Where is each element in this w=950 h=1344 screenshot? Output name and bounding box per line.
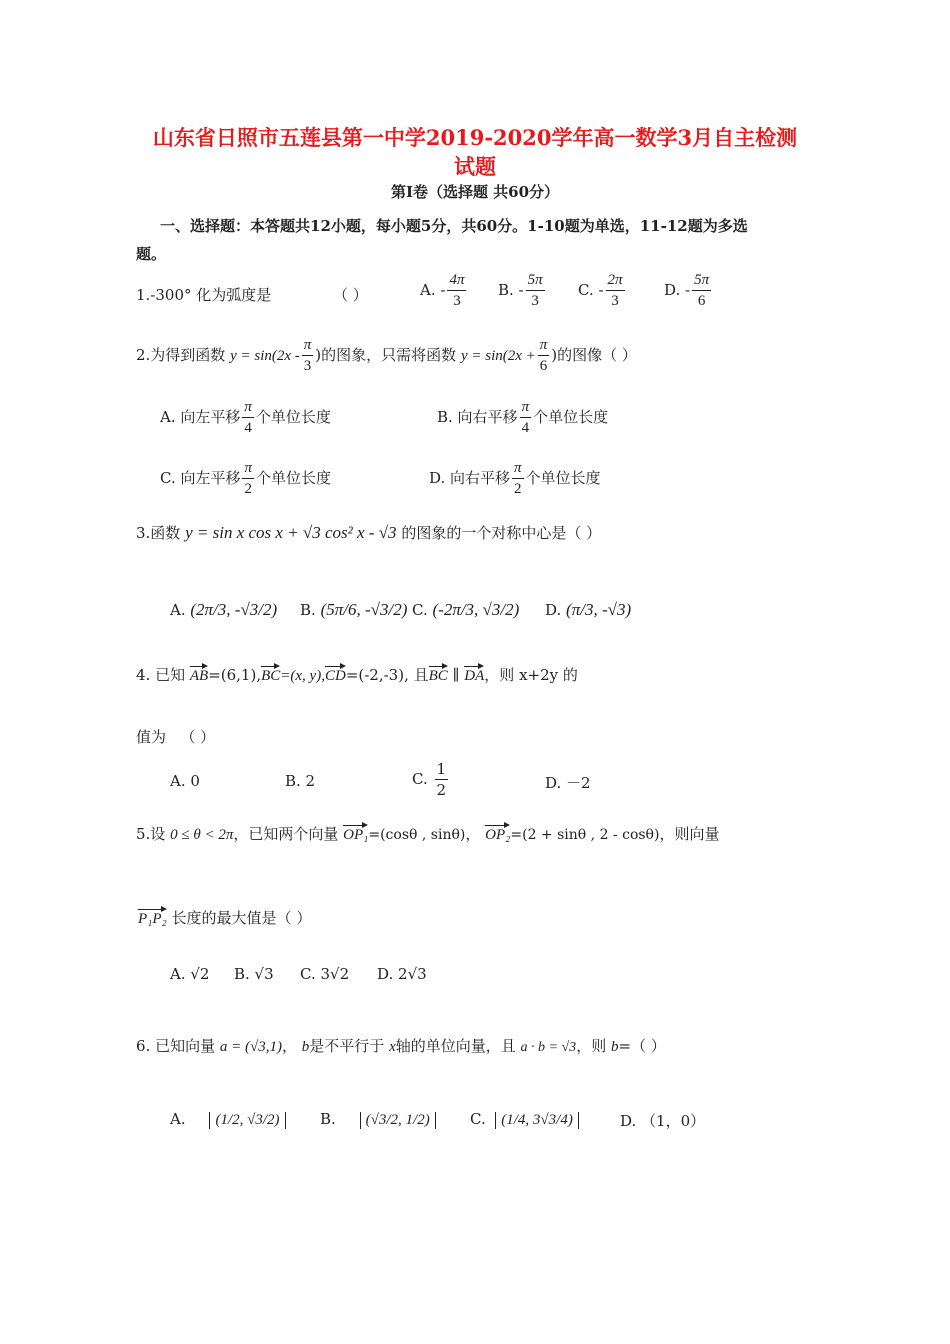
q3-a-label: A. bbox=[170, 601, 186, 619]
q5-stem-c: ，则向量 bbox=[659, 825, 720, 843]
q1-option-c bbox=[578, 273, 627, 309]
instructions-line1: 一、选择题：本答题共12小题，每小题5分，共60分。1-10题为单选，11-12题为多选 bbox=[160, 217, 748, 235]
q6-option-a bbox=[170, 1110, 286, 1129]
q4-option-b: B. 2 bbox=[285, 772, 316, 790]
q1-d-num: 5π bbox=[692, 273, 711, 291]
q2-a-unit: 个单位长度 bbox=[255, 408, 331, 426]
vector-bc-2: BC bbox=[429, 664, 448, 685]
q6-c-expr: (1/4, 3√3/4) bbox=[495, 1112, 579, 1129]
q1-option-b bbox=[498, 273, 547, 309]
q2-d-text: D. 向右平移 bbox=[429, 469, 511, 487]
q3-b-label: B. bbox=[300, 601, 316, 619]
q4-val-ab: =(6,1), bbox=[208, 666, 262, 684]
q5-separator: ， bbox=[465, 825, 481, 843]
q2-option-d bbox=[429, 461, 601, 497]
q4-stem-line2 bbox=[136, 726, 215, 747]
q5-stem-line2 bbox=[138, 907, 311, 928]
q2-b-num: π bbox=[520, 400, 532, 418]
q6-separator: ， bbox=[281, 1037, 297, 1055]
q5-option-b: B. √3 bbox=[234, 965, 274, 983]
q3-option-b bbox=[300, 600, 407, 620]
q5-option-a: A. √2 bbox=[170, 965, 210, 983]
q4-stem-a: 4. 已知 bbox=[136, 666, 186, 684]
q2-b-den: 4 bbox=[521, 420, 530, 436]
q5-option-d: D. 2√3 bbox=[377, 965, 427, 983]
parallel-symbol: ∥ bbox=[452, 666, 460, 684]
q1-b-den: 3 bbox=[531, 293, 539, 309]
q5-option-c: C. 3√2 bbox=[300, 965, 350, 983]
q4-option-d: D. －2 bbox=[545, 774, 591, 792]
q2-f1-den: 3 bbox=[303, 358, 312, 374]
q2-b-unit: 个单位长度 bbox=[533, 408, 609, 426]
q2-d-num: π bbox=[512, 461, 524, 479]
q1-d-label: D. - bbox=[664, 281, 691, 299]
q4-answer-paren: （ ） bbox=[180, 728, 216, 746]
q3-stem-a: 3.函数 bbox=[136, 524, 181, 542]
q1-c-den: 3 bbox=[611, 293, 619, 309]
q2-stem: 2.为得到函数 y = sin(2x - $\frac{\pi}{3}$ )的图象，只需将函数 y = sin(2x + $\frac{\pi}{6}$ )的图像（ ） bbox=[136, 337, 637, 374]
q3-d-label: D. bbox=[545, 601, 562, 619]
q3-stem bbox=[136, 522, 601, 543]
q2-d-unit: 个单位长度 bbox=[525, 469, 601, 487]
q6-vector-b: b bbox=[301, 1039, 310, 1055]
document-title-line2: 试题 bbox=[454, 154, 496, 179]
q5-val1: =(cosθ , sinθ) bbox=[368, 827, 466, 843]
q4-stem bbox=[136, 664, 578, 685]
q6-x-axis-symbol: x bbox=[389, 1039, 396, 1055]
q6-b-expr: (√3/2, 1/2) bbox=[360, 1112, 436, 1129]
q2-option-c bbox=[160, 461, 331, 497]
q6-option-d: D. （1，0） bbox=[620, 1112, 706, 1130]
q3-option-a bbox=[170, 600, 277, 620]
q3-c-label: C. bbox=[412, 601, 428, 619]
q6-stem-c: 轴的单位向量，且 bbox=[395, 1037, 516, 1055]
q1-b-num: 5π bbox=[526, 273, 545, 291]
q5-stem-b: ，已知两个向量 bbox=[233, 825, 339, 843]
q5-stem-a: 5.设 bbox=[136, 825, 166, 843]
q1-answer-paren: （ ） bbox=[333, 286, 368, 304]
q1-c-num: 2π bbox=[606, 273, 625, 291]
vector-ab: AB bbox=[190, 664, 208, 685]
q2-option-b bbox=[437, 400, 608, 436]
instructions-line2: 题。 bbox=[136, 245, 167, 263]
section-heading: 第Ⅰ卷（选择题 共60分） bbox=[390, 183, 560, 201]
q5-condition: 0 ≤ θ < 2π bbox=[170, 827, 234, 843]
q5-stem bbox=[136, 823, 719, 844]
q1-a-den: 3 bbox=[453, 293, 461, 309]
q4-stem-b: ，则 x+2y 的 bbox=[484, 666, 578, 684]
document-title-line1: 山东省日照市五莲县第一中学2019-2020学年高一数学3月自主检测 bbox=[152, 125, 798, 150]
q6-b-label: B. bbox=[320, 1110, 336, 1128]
q6-stem-a: 6. 已知向量 bbox=[136, 1037, 216, 1055]
q3-option-c bbox=[412, 600, 519, 620]
q5-val2: =(2 + sinθ , 2 - cosθ) bbox=[510, 827, 660, 843]
q6-vector-b-2: b bbox=[610, 1039, 619, 1055]
q2-func1: y = sin(2x - bbox=[230, 348, 300, 364]
vector-p1p2: P₁P₂ bbox=[138, 907, 167, 928]
q3-stem-b: 的图象的一个对称中心是（ ） bbox=[401, 524, 602, 542]
q1-c-label: C. - bbox=[578, 281, 604, 299]
q6-a-expr: (1/2, √3/2) bbox=[209, 1112, 285, 1129]
q4-c-den: 2 bbox=[436, 781, 447, 799]
q3-expression: y = sin x cos x + √3 cos² x - √3 bbox=[185, 523, 397, 542]
q3-d-expr: (π/3, -√3) bbox=[566, 600, 632, 619]
q1-d-den: 6 bbox=[697, 293, 706, 309]
q6-option-c bbox=[470, 1110, 579, 1129]
vector-op1: OP₁ bbox=[343, 823, 368, 844]
q2-c-text: C. 向左平移 bbox=[160, 469, 241, 487]
q3-b-expr: (5π/6, -√3/2) bbox=[320, 600, 408, 619]
q2-c-unit: 个单位长度 bbox=[256, 469, 332, 487]
q2-f2-den: 6 bbox=[539, 358, 548, 374]
q2-b-text: B. 向右平移 bbox=[437, 408, 518, 426]
q2-a-den: 4 bbox=[244, 420, 252, 436]
q4-option-c bbox=[412, 762, 450, 798]
vector-op2: OP₂ bbox=[485, 823, 510, 844]
q1-a-label: A. - bbox=[420, 281, 446, 299]
q2-a-text: A. 向左平移 bbox=[160, 408, 241, 426]
q2-stem-c: 的图像（ ） bbox=[557, 346, 637, 364]
q3-option-d bbox=[545, 600, 631, 620]
vector-cd: CD bbox=[325, 664, 346, 685]
q6-vector-a: a = (√3,1) bbox=[219, 1039, 282, 1055]
q2-stem-a: 2.为得到函数 bbox=[136, 346, 226, 364]
q5-stem-d: 长度的最大值是（ ） bbox=[171, 909, 312, 927]
q2-f1-num: π bbox=[302, 338, 314, 356]
q1-stem: 1.-300° 化为弧度是 bbox=[136, 286, 272, 304]
q6-stem bbox=[136, 1035, 666, 1056]
q2-d-den: 2 bbox=[514, 481, 522, 497]
q3-c-expr: (-2π/3, √3/2) bbox=[432, 600, 520, 619]
q4-c-label: C. bbox=[412, 770, 428, 788]
q4-c-num: 1 bbox=[436, 760, 447, 778]
q4-val-bc: =(x, y), bbox=[280, 668, 325, 684]
q2-stem-b: 的图象，只需将函数 bbox=[321, 346, 457, 364]
q4-stem-c: 值为 bbox=[136, 728, 167, 746]
q4-option-a: A. 0 bbox=[170, 772, 200, 790]
q2-func2: y = sin(2x + bbox=[460, 348, 536, 364]
q6-dot-product: a · b = √3 bbox=[520, 1040, 577, 1055]
q6-c-label: C. bbox=[470, 1110, 486, 1128]
q2-a-num: π bbox=[242, 400, 254, 418]
q4-val-cd: =(-2,-3), 且 bbox=[345, 666, 429, 684]
q3-a-expr: (2π/3, -√3/2) bbox=[190, 600, 278, 619]
q1-a-num: 4π bbox=[447, 273, 466, 291]
q2-f2-num: π bbox=[538, 338, 550, 356]
q6-option-b bbox=[320, 1110, 436, 1129]
q6-stem-d: ，则 bbox=[576, 1037, 607, 1055]
q1-b-label: B. - bbox=[498, 281, 524, 299]
q2-option-a bbox=[160, 400, 331, 436]
q6-stem-e: =（ ） bbox=[618, 1037, 666, 1055]
q1-option-a bbox=[420, 273, 468, 309]
q6-stem-b: 是不平行于 bbox=[309, 1037, 385, 1055]
q2-c-num: π bbox=[242, 461, 254, 479]
q2-c-den: 2 bbox=[244, 481, 252, 497]
q6-a-label: A. bbox=[170, 1110, 186, 1128]
vector-da: DA bbox=[464, 664, 484, 685]
vector-bc: BC bbox=[261, 664, 280, 685]
q1-option-d bbox=[664, 273, 713, 309]
